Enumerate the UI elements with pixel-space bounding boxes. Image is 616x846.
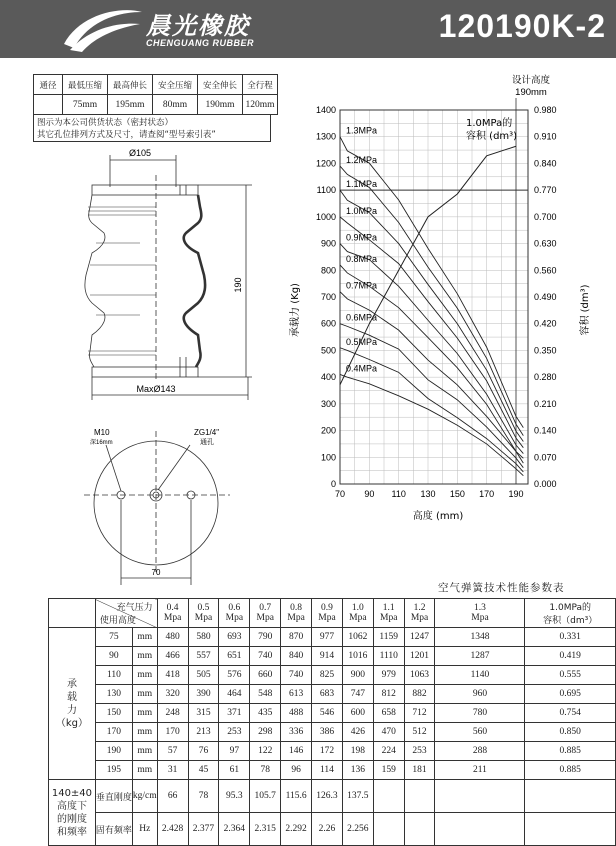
load-group-label: 承 载 力 （kg） [49,628,96,780]
y-left-tick-label: 0 [330,479,336,489]
load-value: 76 [188,742,219,761]
pressure-header: 1.0 Mpa [342,599,373,628]
unit-cell: mm [132,628,157,647]
pressure-header: 1.3 Mpa [435,599,525,628]
load-value: 658 [373,704,404,723]
pressure-header: 0.7 Mpa [250,599,281,628]
load-value: 61 [219,761,250,780]
frequency-value: 2.377 [188,813,219,846]
frequency-empty [525,813,616,846]
header-bar [0,0,616,58]
load-value: 466 [157,647,188,666]
load-value: 683 [312,685,343,704]
frequency-unit: Hz [132,813,157,846]
spec-header: 全行程 [243,75,278,95]
series-label: 1.3MPa [346,125,378,136]
load-row [49,704,616,723]
stiffness-value: 105.7 [250,780,281,813]
load-value: 390 [188,685,219,704]
load-value: 181 [404,761,435,780]
pressure-header: 1.2 Mpa [404,599,435,628]
load-value: 320 [157,685,188,704]
load-value: 693 [219,628,250,647]
volume-label-2: 容积 (dm³) [466,131,518,142]
load-row [49,685,616,704]
load-value: 198 [342,742,373,761]
spec-header: 最低压缩 [63,75,108,95]
load-value: 840 [281,647,312,666]
load-value: 512 [404,723,435,742]
load-row [49,647,616,666]
stiffness-value [404,780,435,813]
load-value: 1016 [342,647,373,666]
spec-table [33,74,278,115]
y-right-tick-label: 0.910 [534,131,557,142]
load-value: 57 [157,742,188,761]
performance-table [48,598,616,846]
y-right-tick-label: 0.140 [534,425,557,436]
frequency-value: 2.315 [250,813,281,846]
spec-header: 安全压缩 [153,75,198,95]
stiffness-value: 95.3 [219,780,250,813]
load-value: 114 [312,761,343,780]
brand-name-en: CHENGUANG RUBBER [146,38,255,48]
series-line [340,217,523,448]
load-value: 1348 [435,628,525,647]
load-value: 505 [188,666,219,685]
load-value: 1062 [342,628,373,647]
load-value: 136 [342,761,373,780]
unit-cell: mm [132,666,157,685]
load-value: 712 [404,704,435,723]
load-value: 418 [157,666,188,685]
load-value: 1201 [404,647,435,666]
load-value: 31 [157,761,188,780]
volume-value: 0.885 [525,742,616,761]
perf-header-row [49,599,616,628]
y-left-tick-label: 1100 [316,185,336,196]
pressure-header: 0.4 Mpa [157,599,188,628]
frequency-value [435,813,525,846]
y-right-tick-label: 0.070 [534,452,557,463]
volume-value: 0.555 [525,666,616,685]
load-row [49,742,616,761]
stiffness-value [373,780,404,813]
load-value: 580 [188,628,219,647]
load-value: 1247 [404,628,435,647]
technical-drawing [70,145,290,585]
load-value: 470 [373,723,404,742]
load-value: 464 [219,685,250,704]
load-value: 812 [373,685,404,704]
stiffness-value: 115.6 [281,780,312,813]
load-value: 660 [250,666,281,685]
dim-spacing-label: 70 [151,568,161,577]
spec-value [34,95,63,115]
zg-note: 通孔 [200,438,214,446]
load-value: 435 [250,704,281,723]
perf-corner-spacer [49,599,96,628]
frequency-value [373,813,404,846]
stiffness-empty [525,780,616,813]
volume-value: 0.695 [525,685,616,704]
load-value: 1287 [435,647,525,666]
load-value: 298 [250,723,281,742]
load-value: 560 [435,723,525,742]
load-value: 253 [219,723,250,742]
chart-labels-group [316,105,557,499]
perf-table-caption: 空气弹簧技术性能参数表 [438,582,565,594]
y-right-tick-label: 0.280 [534,372,557,383]
dim-top-label: Ø105 [128,148,152,158]
stiffness-value: 66 [157,780,188,813]
frequency-value: 2.428 [157,813,188,846]
series-label: 1.1MPa [346,179,378,190]
stiffness-row [49,780,616,813]
y-right-tick-label: 0.350 [534,345,557,356]
bellows-right-section [184,195,205,367]
spec-header-row [34,75,278,95]
load-value: 600 [342,704,373,723]
volume-header: 1.0MPa的 容积（dm³） [525,599,616,628]
load-value: 146 [281,742,312,761]
y-left-tick-label: 1300 [315,131,336,142]
frequency-value: 2.256 [342,813,373,846]
y-left-tick-label: 1200 [315,158,336,169]
height-cell: 170 [95,723,132,742]
load-value: 914 [312,647,343,666]
volume-value: 0.850 [525,723,616,742]
x-tick-label: 190 [508,489,524,499]
load-value: 1110 [373,647,404,666]
dim-height-label: 190 [233,277,243,293]
spec-value: 120mm [243,95,278,115]
stiffness-value: 137.5 [342,780,373,813]
load-value: 548 [250,685,281,704]
load-value: 825 [312,666,343,685]
x-tick-label: 90 [364,489,375,499]
spec-header: 通径 [34,75,63,95]
load-value: 747 [342,685,373,704]
frequency-value: 2.292 [281,813,312,846]
load-value: 557 [188,647,219,666]
y-left-tick-label: 600 [320,318,336,329]
load-height-chart [288,70,610,530]
spec-value: 190mm [198,95,243,115]
unit-cell: mm [132,704,157,723]
pressure-header: 1.1 Mpa [373,599,404,628]
dim-max-label: MaxØ143 [136,384,176,394]
y-right-tick-label: 0.770 [534,185,557,196]
x-axis-label: 高度 (mm) [412,511,464,522]
pressure-header: 0.6 Mpa [219,599,250,628]
load-value: 613 [281,685,312,704]
load-value: 740 [250,647,281,666]
x-tick-label: 130 [420,489,436,499]
y-right-tick-label: 0.000 [534,479,557,489]
load-value: 882 [404,685,435,704]
note-line-1: 图示为本公司供货状态（密封状态） [37,118,174,128]
stiffness-group-label: 140±40 高度下 的刚度 和频率 [49,780,96,846]
series-label: 0.7MPa [346,280,378,291]
note-line-2: 其它孔位排列方式及尺寸，请查阅“型号索引表” [37,130,216,140]
y-left-tick-label: 400 [320,372,336,383]
y-right-tick-label: 0.560 [534,265,557,276]
load-value: 336 [281,723,312,742]
load-value: 979 [373,666,404,685]
y-left-tick-label: 900 [320,238,336,249]
volume-value: 0.754 [525,704,616,723]
stiffness-value: 78 [188,780,219,813]
load-value: 224 [373,742,404,761]
height-cell: 190 [95,742,132,761]
unit-cell: mm [132,761,157,780]
series-label: 0.4MPa [346,363,378,374]
load-value: 288 [435,742,525,761]
y-left-tick-label: 800 [320,265,336,276]
load-value: 253 [404,742,435,761]
load-value: 1159 [373,628,404,647]
load-row [49,628,616,647]
frequency-label: 固有频率 [95,813,132,846]
height-cell: 75 [95,628,132,647]
spec-value-row [34,95,278,115]
load-value: 977 [312,628,343,647]
series-line [340,244,523,454]
load-value: 790 [250,628,281,647]
model-number: 120190K-2 [438,8,606,44]
frequency-value [404,813,435,846]
y-left-tick-label: 1400 [315,105,336,115]
y-left-tick-label: 1000 [315,211,336,222]
load-row [49,761,616,780]
x-tick-label: 150 [449,489,465,499]
load-value: 213 [188,723,219,742]
volume-value: 0.885 [525,761,616,780]
load-value: 159 [373,761,404,780]
load-value: 170 [157,723,188,742]
load-value: 488 [281,704,312,723]
m10-label: M10 [94,428,110,437]
load-value: 248 [157,704,188,723]
zg-label: ZG1/4" [194,428,220,437]
y-right-tick-label: 0.840 [534,158,557,169]
stiffness-label: 垂直刚度 [95,780,132,813]
series-line [340,265,523,458]
load-value: 386 [312,723,343,742]
y-axis-left-label: 承载力 (Kg) [290,283,301,337]
frequency-value: 2.364 [219,813,250,846]
load-value: 960 [435,685,525,704]
supply-note [33,114,271,142]
bellows-left-outline [85,195,105,367]
load-value: 780 [435,704,525,723]
load-value: 371 [219,704,250,723]
series-label: 1.0MPa [346,205,378,216]
height-cell: 150 [95,704,132,723]
spec-value: 75mm [63,95,108,115]
load-value: 740 [281,666,312,685]
series-label: 0.5MPa [346,336,378,347]
m10-depth-label: 深16mm [90,440,113,446]
pressure-header: 0.5 Mpa [188,599,219,628]
load-value: 426 [342,723,373,742]
stiffness-unit: kg/cm [132,780,157,813]
pressure-header: 0.8 Mpa [281,599,312,628]
load-value: 211 [435,761,525,780]
load-value: 1063 [404,666,435,685]
series-label: 1.2MPa [346,155,378,166]
y-right-tick-label: 0.420 [534,318,557,329]
x-tick-label: 70 [334,489,346,499]
y-left-tick-label: 200 [320,425,336,436]
load-value: 315 [188,704,219,723]
company-logo [60,4,144,54]
y-left-tick-label: 300 [320,398,336,409]
y-left-tick-label: 700 [320,292,336,302]
load-value: 45 [188,761,219,780]
height-cell: 195 [95,761,132,780]
volume-value: 0.419 [525,647,616,666]
y-right-tick-label: 0.630 [534,238,557,249]
series-label: 0.9MPa [346,232,378,243]
spec-header: 安全伸长 [198,75,243,95]
load-value: 1140 [435,666,525,685]
unit-cell: mm [132,685,157,704]
load-row [49,666,616,685]
load-row [49,723,616,742]
unit-cell: mm [132,723,157,742]
y-right-tick-label: 0.980 [534,105,557,115]
load-value: 96 [281,761,312,780]
load-value: 480 [157,628,188,647]
load-value: 651 [219,647,250,666]
series-label: 0.6MPa [346,312,378,323]
y-axis-right-label: 容积 (dm³) [580,284,591,336]
height-cell: 90 [95,647,132,666]
y-left-tick-label: 100 [320,452,336,463]
design-height-value: 190mm [515,87,547,98]
stiffness-value: 126.3 [312,780,343,813]
spec-header: 最高伸长 [108,75,153,95]
bottom-plate [92,367,198,377]
brand-name-cn: 晨光橡胶 [146,12,250,40]
spec-value: 80mm [153,95,198,115]
design-height-label: 设计高度 [511,75,551,86]
load-value: 576 [219,666,250,685]
spec-value: 195mm [108,95,153,115]
load-value: 78 [250,761,281,780]
stiffness-value [435,780,525,813]
frequency-row [49,813,616,846]
unit-cell: mm [132,647,157,666]
y-left-tick-label: 500 [320,345,336,356]
x-tick-label: 110 [391,489,406,499]
pressure-header: 0.9 Mpa [312,599,343,628]
load-value: 172 [312,742,343,761]
load-value: 870 [281,628,312,647]
unit-cell: mm [132,742,157,761]
x-tick-label: 170 [479,489,495,499]
height-cell: 130 [95,685,132,704]
y-right-tick-label: 0.490 [534,292,557,302]
load-value: 546 [312,704,343,723]
volume-label-1: 1.0MPa的 [466,118,513,129]
frequency-value: 2.26 [312,813,343,846]
series-label: 0.8MPa [346,253,378,264]
load-value: 122 [250,742,281,761]
top-plate [92,185,198,195]
load-value: 900 [342,666,373,685]
height-cell: 110 [95,666,132,685]
perf-corner-header: 充气压力 使用高度 [95,599,157,628]
y-right-tick-label: 0.210 [534,398,557,409]
y-right-tick-label: 0.700 [534,211,557,222]
load-value: 97 [219,742,250,761]
volume-value: 0.331 [525,628,616,647]
